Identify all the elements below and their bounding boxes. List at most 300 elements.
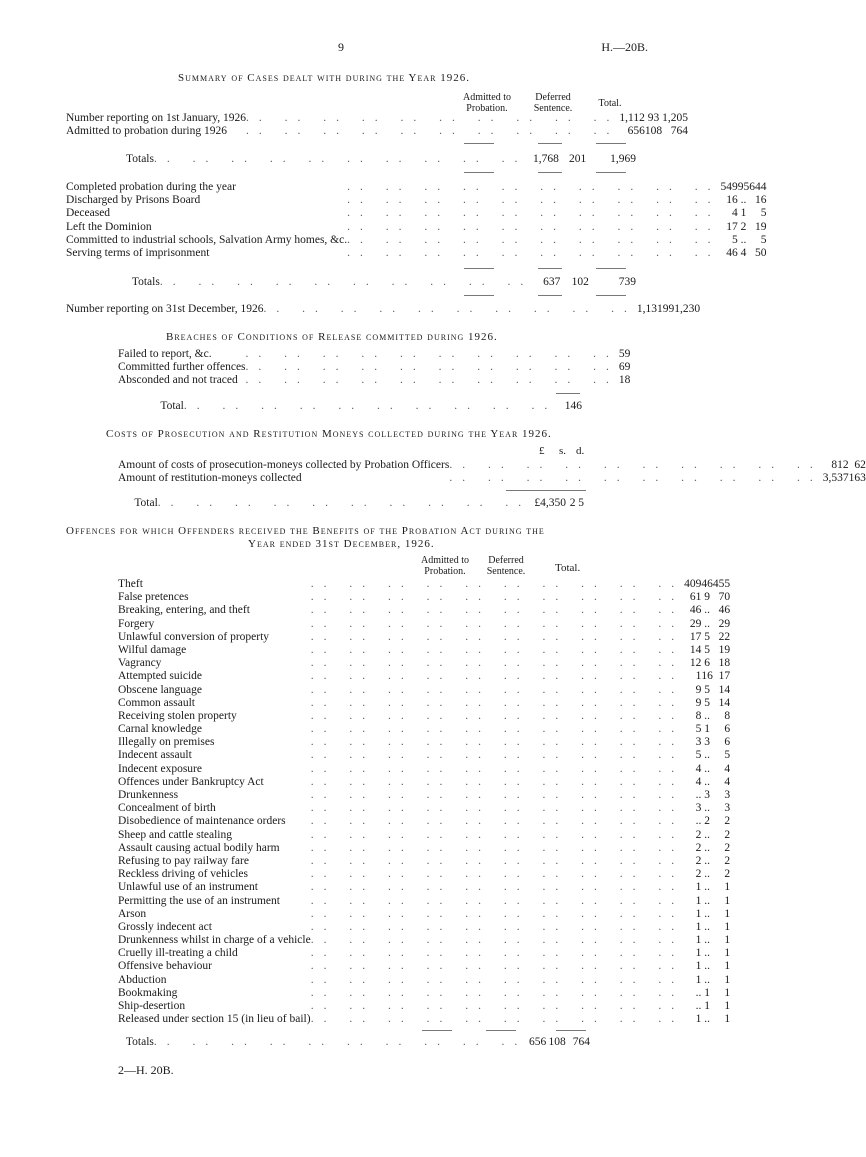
total-value: 19 xyxy=(754,220,767,233)
summary-title: Summary of Cases dealt with during the Year 1926. xyxy=(178,72,471,84)
deferred-value: .. xyxy=(704,854,710,867)
total-value: 14 xyxy=(718,683,731,696)
admitted-value: 1 xyxy=(695,907,702,920)
admitted-value: 4 xyxy=(731,207,738,220)
row-label: Disobedience of maintenance orders xyxy=(118,815,286,828)
total-value: 1 xyxy=(724,881,731,894)
total-value: 1 xyxy=(724,1000,731,1012)
dot-leader: .. .. .. .. .. .. .. .. .. .. xyxy=(310,986,685,999)
admitted-value: 9 xyxy=(695,683,702,696)
dot-leader: .. .. .. .. .. .. .. .. .. .. xyxy=(310,1000,685,1012)
dot-leader: .. .. .. .. .. .. .. .. .. .. xyxy=(310,841,685,854)
total-value: 5 xyxy=(760,233,767,246)
admitted-value: 656 xyxy=(627,125,645,138)
dot-leader: .. .. .. .. .. .. .. .. .. .. xyxy=(310,868,685,881)
admitted-value: 1 xyxy=(695,1013,702,1026)
row-label: Indecent assault xyxy=(118,749,192,762)
breaches-title: Breaches of Conditions of Release committed during 1926. xyxy=(166,331,498,343)
footer-signature: 2—H. 20B. xyxy=(118,1063,174,1077)
total-value: 70 xyxy=(718,591,731,604)
table-row xyxy=(66,247,766,260)
deferred-value: 1 xyxy=(740,207,747,220)
total-value: 1 xyxy=(724,986,731,999)
dot-leader: .. .. .. .. .. .. .. .. .. .. xyxy=(310,630,685,643)
deferred-value: 46 xyxy=(701,578,713,590)
dot-leader: .. .. .. .. .. .. .. .. .. .. xyxy=(310,643,685,656)
offences-totals xyxy=(118,1036,590,1049)
dot-leader: .. .. .. .. .. .. .. .. .. .. xyxy=(183,400,558,412)
deferred-value: 95 xyxy=(737,181,750,193)
summary-totals-a xyxy=(66,153,636,166)
offences-col-admitted: Admitted to Probation. xyxy=(420,555,470,577)
admitted-value: 1 xyxy=(695,881,702,894)
table-row xyxy=(118,1013,730,1026)
total-value: 1 xyxy=(724,934,731,947)
table-row xyxy=(118,829,730,842)
table-row xyxy=(118,459,866,472)
row-label: Assault causing actual bodily harm xyxy=(118,841,280,854)
total-value: 1,205 xyxy=(662,112,688,124)
dot-leader: .. .. .. .. .. .. .. .. .. .. xyxy=(347,233,721,246)
total-value: 19 xyxy=(718,643,731,656)
dot-leader: .. .. .. .. .. .. .. .. .. .. xyxy=(153,153,528,165)
dot-leader: .. .. .. .. .. .. .. .. .. .. xyxy=(310,789,685,801)
admitted-value: 9 xyxy=(695,696,702,709)
deferred-value: .. xyxy=(704,960,710,973)
deferred-value: .. xyxy=(740,194,747,207)
admitted-value: 1 xyxy=(695,947,702,960)
row-label: Discharged by Prisons Board xyxy=(66,194,201,207)
admitted-value: .. xyxy=(695,815,702,828)
row-label: Admitted to probation during 1926 xyxy=(66,125,227,138)
row-label: Drunkenness whilst in charge of a vehicle xyxy=(118,934,311,947)
summary-table-a xyxy=(66,112,688,138)
admitted-value: 8 xyxy=(695,709,702,722)
count-value: 146 xyxy=(564,400,582,412)
table-row xyxy=(118,921,730,934)
offences-table xyxy=(118,578,730,1026)
table-row xyxy=(118,400,582,413)
deferred-value: 6 xyxy=(704,657,710,670)
row-label: Number reporting on 31st December, 1926 xyxy=(66,303,264,315)
row-label: Cruelly ill-treating a child xyxy=(118,947,238,960)
total-value: 16 xyxy=(754,194,767,207)
dot-leader: .. .. .. .. .. .. .. .. .. .. xyxy=(310,683,685,696)
table-row xyxy=(118,657,730,670)
row-label: Vagrancy xyxy=(118,657,162,670)
deferred-value: .. xyxy=(704,868,710,881)
dot-leader: .. .. .. .. .. .. .. .. .. .. xyxy=(310,696,685,709)
admitted-value: 3 xyxy=(695,736,702,749)
table-row xyxy=(118,815,730,828)
dot-leader: .. .. .. .. .. .. .. .. .. .. xyxy=(347,246,721,259)
dot-leader: .. .. .. .. .. .. .. .. .. .. xyxy=(310,762,685,775)
total-value: 5 xyxy=(760,207,767,220)
deferred-value: .. xyxy=(704,973,710,986)
row-label: Carnal knowledge xyxy=(118,723,202,736)
table-row xyxy=(118,736,730,749)
row-label: Illegally on premises xyxy=(118,736,215,749)
dot-leader: .. .. .. .. .. .. .. .. .. .. xyxy=(347,207,721,220)
costs-col-shillings: s. xyxy=(559,445,567,457)
summary-col-total: Total. xyxy=(598,98,622,109)
deferred-value: 3 xyxy=(704,736,710,749)
total-value: 2 xyxy=(724,854,731,867)
row-label: Unlawful conversion of property xyxy=(118,630,270,643)
count-value: 18 xyxy=(618,374,631,387)
pence-value: 5 xyxy=(578,497,584,509)
table-row xyxy=(118,802,730,815)
deferred-value: .. xyxy=(704,709,710,722)
total-value: 1 xyxy=(724,947,731,960)
deferred-value: .. xyxy=(704,894,710,907)
deferred-value: 5 xyxy=(704,696,710,709)
pence-value: 2 xyxy=(860,459,866,471)
deferred-value: 1 xyxy=(704,723,710,736)
table-row xyxy=(66,221,766,234)
deferred-value: 16 xyxy=(701,670,713,683)
count-value: 69 xyxy=(618,361,631,374)
table-row xyxy=(118,776,730,789)
total-value: 739 xyxy=(618,276,636,288)
row-label: Permitting the use of an instrument xyxy=(118,894,280,907)
admitted-value: 4 xyxy=(695,762,702,775)
deferred-value: 108 xyxy=(548,1036,566,1048)
deferred-value: 1 xyxy=(704,986,710,999)
costs-col-pounds: £ xyxy=(539,445,545,457)
admitted-value: 46 xyxy=(726,246,738,259)
table-row xyxy=(118,472,866,485)
pounds-value: £4,350 xyxy=(534,497,567,509)
row-label: Grossly indecent act xyxy=(118,920,212,933)
dot-leader: .. .. .. .. .. .. .. .. .. .. xyxy=(310,709,685,722)
breaches-table xyxy=(118,348,630,388)
row-indent xyxy=(66,276,132,289)
dot-leader: .. .. .. .. .. .. .. .. .. .. xyxy=(310,1013,685,1026)
row-label: Breaking, entering, and theft xyxy=(118,604,250,617)
deferred-value: .. xyxy=(704,841,710,854)
total-value: 17 xyxy=(718,670,731,683)
row-label: Offensive behaviour xyxy=(118,960,212,973)
row-indent xyxy=(118,1036,126,1049)
offences-col-deferred: Deferred Sentence. xyxy=(486,555,526,577)
table-row xyxy=(118,947,730,960)
dot-leader: .. .. .. .. .. .. .. .. .. .. xyxy=(310,894,685,907)
total-value: 1 xyxy=(724,894,731,907)
dot-leader: .. .. .. .. .. .. .. .. .. .. xyxy=(310,775,685,788)
total-value: 3 xyxy=(724,802,731,815)
row-label: Forgery xyxy=(118,617,155,630)
admitted-value: 1 xyxy=(695,894,702,907)
total-value: 4 xyxy=(724,775,731,788)
dot-leader: .. .. .. .. .. .. .. .. .. .. xyxy=(310,736,685,749)
shillings-value: 16 xyxy=(848,472,861,485)
summary-totals-b xyxy=(66,276,636,289)
admitted-value: .. xyxy=(695,789,702,801)
table-row xyxy=(66,207,766,220)
table-row xyxy=(118,723,730,736)
total-value: 1,969 xyxy=(610,153,636,165)
admitted-value: 1 xyxy=(695,973,702,986)
table-row xyxy=(118,749,730,762)
row-label: Total xyxy=(134,497,158,509)
admitted-value: 2 xyxy=(695,854,702,867)
row-indent xyxy=(118,497,134,510)
row-label: Totals xyxy=(126,153,154,165)
admitted-value: 549 xyxy=(720,181,738,193)
summary-table-b xyxy=(66,181,766,260)
dot-leader: .. .. .. .. .. .. .. .. .. .. xyxy=(310,591,685,604)
admitted-value: 1,112 xyxy=(619,112,645,124)
document-reference: H.—20B. xyxy=(601,40,648,54)
dot-leader: .. .. .. .. .. .. .. .. .. .. xyxy=(347,181,721,193)
row-label: Absconded and not traced xyxy=(118,374,238,387)
row-label: Failed to report, &c. xyxy=(118,348,212,360)
row-label: Refusing to pay railway fare xyxy=(118,854,249,867)
table-row xyxy=(118,697,730,710)
dot-leader: .. .. .. .. .. .. .. .. .. .. xyxy=(310,934,685,947)
row-label: Amount of costs of prosecution-moneys collected by Probation Officers xyxy=(118,459,450,471)
table-row xyxy=(118,591,730,604)
total-value: 1 xyxy=(724,960,731,973)
deferred-value: 1 xyxy=(704,1000,710,1012)
dot-leader: .. .. .. .. .. .. .. .. .. .. xyxy=(347,194,721,207)
shillings-value: 2 xyxy=(569,497,576,509)
admitted-value: 1,131 xyxy=(636,303,663,315)
table-row xyxy=(118,1036,590,1049)
row-label: Deceased xyxy=(66,207,111,220)
shillings-value: 6 xyxy=(854,459,861,471)
table-row xyxy=(66,303,700,316)
row-label: Obscene language xyxy=(118,683,202,696)
row-label: Theft xyxy=(118,578,143,590)
table-row xyxy=(118,618,730,631)
total-value: 5 xyxy=(724,749,731,762)
table-row xyxy=(66,194,766,207)
admitted-value: 16 xyxy=(726,194,738,207)
total-value: 22 xyxy=(718,630,731,643)
dot-leader: .. .. .. .. .. .. .. .. .. .. xyxy=(263,303,637,315)
dot-leader: .. .. .. .. .. .. .. .. .. .. xyxy=(310,973,685,986)
row-label: Arson xyxy=(118,907,147,920)
admitted-value: .. xyxy=(695,1000,702,1012)
deferred-value: .. xyxy=(704,1013,710,1026)
row-indent xyxy=(118,400,160,413)
deferred-value: .. xyxy=(704,920,710,933)
deferred-value: 5 xyxy=(704,630,710,643)
table-row xyxy=(118,895,730,908)
deferred-value: .. xyxy=(740,233,747,246)
dot-leader: .. .. .. .. .. .. .. .. .. .. xyxy=(310,815,685,828)
row-label: Attempted suicide xyxy=(118,670,202,683)
deferred-value: 201 xyxy=(569,153,587,165)
total-value: 50 xyxy=(754,246,767,259)
summary-final xyxy=(66,303,700,316)
admitted-value: 1 xyxy=(695,960,702,973)
admitted-value: 1 xyxy=(695,934,702,947)
table-row xyxy=(118,789,730,802)
count-value: 59 xyxy=(618,348,631,360)
total-value: 764 xyxy=(670,125,688,138)
row-label: Total xyxy=(160,400,184,412)
total-value: 764 xyxy=(572,1036,590,1048)
offences-col-total-heading: Total. xyxy=(555,562,581,574)
total-value: 4 xyxy=(724,762,731,775)
deferred-value: 99 xyxy=(662,303,675,315)
total-value: 1 xyxy=(724,1013,731,1026)
row-label: Indecent exposure xyxy=(118,762,202,775)
table-row xyxy=(66,112,688,125)
admitted-value: 3 xyxy=(695,802,702,815)
row-label: Reckless driving of vehicles xyxy=(118,868,248,881)
admitted-value: 5 xyxy=(695,723,702,736)
deferred-value: .. xyxy=(704,617,710,630)
row-label: Totals xyxy=(131,276,160,288)
table-row xyxy=(118,763,730,776)
total-value: 1 xyxy=(724,920,731,933)
table-row xyxy=(118,631,730,644)
offences-title-line2: Year ended 31st December, 1926. xyxy=(248,538,435,550)
admitted-value: 29 xyxy=(689,617,702,630)
deferred-value: 93 xyxy=(647,112,660,124)
row-label: Left the Dominion xyxy=(66,220,152,233)
table-row xyxy=(118,987,730,1000)
table-row xyxy=(118,855,730,868)
dot-leader: .. .. .. .. .. .. .. .. .. .. xyxy=(153,1036,528,1048)
table-row xyxy=(118,974,730,987)
table-row xyxy=(118,497,584,510)
deferred-value: 102 xyxy=(571,276,589,288)
row-label: Committed to industrial schools, Salvation Army homes, &c. xyxy=(66,233,348,246)
deferred-value: 9 xyxy=(704,591,710,604)
deferred-value: .. xyxy=(704,775,710,788)
costs-title: Costs of Prosecution and Restitution Moneys collected during the Year 1926. xyxy=(106,428,552,440)
row-label: Totals xyxy=(125,1036,154,1048)
total-value: 455 xyxy=(712,578,731,590)
deferred-value: 108 xyxy=(644,125,663,138)
dot-leader: .. .. .. .. .. .. .. .. .. .. xyxy=(310,920,685,933)
dot-leader: .. .. .. .. .. .. .. .. .. .. xyxy=(246,125,620,138)
deferred-value: .. xyxy=(704,907,710,920)
deferred-value: .. xyxy=(704,802,710,815)
admitted-value: 2 xyxy=(695,828,702,841)
dot-leader: .. .. .. .. .. .. .. .. .. .. xyxy=(310,578,685,590)
dot-leader: .. .. .. .. .. .. .. .. .. .. xyxy=(310,723,685,736)
dot-leader: .. .. .. .. .. .. .. .. .. .. xyxy=(310,749,685,762)
table-row xyxy=(118,868,730,881)
admitted-value: 17 xyxy=(689,630,702,643)
deferred-value: 5 xyxy=(704,683,710,696)
row-label: Common assault xyxy=(118,696,195,709)
table-row xyxy=(66,234,766,247)
admitted-value: 2 xyxy=(695,868,702,881)
table-row xyxy=(118,934,730,947)
table-row xyxy=(118,644,730,657)
dot-leader: .. .. .. .. .. .. .. .. .. .. xyxy=(245,361,619,374)
deferred-value: .. xyxy=(704,749,710,762)
dot-leader: .. .. .. .. .. .. .. .. .. .. xyxy=(159,276,534,288)
dot-leader: .. .. .. .. .. .. .. .. .. .. xyxy=(310,670,685,683)
dot-leader: .. .. .. .. .. .. .. .. .. .. xyxy=(310,854,685,867)
costs-col-pence: d. xyxy=(576,445,585,457)
pounds-value: 812 xyxy=(831,459,849,471)
dot-leader: .. .. .. .. .. .. .. .. .. .. xyxy=(310,828,685,841)
admitted-value: 1 xyxy=(695,920,702,933)
row-label: Abduction xyxy=(118,973,167,986)
table-row xyxy=(118,374,630,387)
total-value: 1 xyxy=(724,973,731,986)
row-label: Ship-desertion xyxy=(118,1000,186,1012)
admitted-value: 14 xyxy=(689,643,702,656)
row-label: Offences under Bankruptcy Act xyxy=(118,775,264,788)
table-row xyxy=(118,604,730,617)
dot-leader: .. .. .. .. .. .. .. .. .. .. xyxy=(246,112,620,124)
costs-total xyxy=(118,497,584,510)
table-row xyxy=(66,181,766,194)
deferred-value: .. xyxy=(704,762,710,775)
total-value: 1,230 xyxy=(674,303,701,315)
admitted-value: 1 xyxy=(695,670,702,683)
admitted-value: 656 xyxy=(528,1036,547,1048)
dot-leader: .. .. .. .. .. .. .. .. .. .. xyxy=(310,657,685,670)
dot-leader: .. .. .. .. .. .. .. .. .. .. xyxy=(245,374,619,387)
table-row xyxy=(66,153,636,166)
total-value: 2 xyxy=(724,828,731,841)
table-row xyxy=(118,348,630,361)
dot-leader: .. .. .. .. .. .. .. .. .. .. xyxy=(449,459,823,471)
admitted-value: 5 xyxy=(731,233,738,246)
summary-col-deferred: Deferred Sentence. xyxy=(533,92,573,114)
offences-title-line1: Offences for which Offenders received the Benefits of the Probation Act during the xyxy=(66,525,545,537)
admitted-value: 17 xyxy=(726,220,738,233)
dot-leader: .. .. .. .. .. .. .. .. .. .. xyxy=(310,617,685,630)
total-value: 1 xyxy=(724,907,731,920)
costs-table xyxy=(118,459,866,485)
admitted-value: 4 xyxy=(695,775,702,788)
admitted-value: 61 xyxy=(689,591,702,604)
dot-leader: .. .. .. .. .. .. .. .. .. .. xyxy=(310,881,685,894)
admitted-value: 2 xyxy=(695,841,702,854)
breaches-total xyxy=(118,400,582,413)
deferred-value: 3 xyxy=(704,789,710,801)
admitted-value: .. xyxy=(695,986,702,999)
row-label: Sheep and cattle stealing xyxy=(118,828,233,841)
total-value: 644 xyxy=(749,181,767,193)
row-label: Bookmaking xyxy=(118,986,178,999)
page-number: 9 xyxy=(338,40,344,54)
deferred-value: 2 xyxy=(704,815,710,828)
row-label: Released under section 15 (in lieu of bail) xyxy=(118,1013,311,1026)
total-value: 6 xyxy=(724,723,731,736)
dot-leader: .. .. .. .. .. .. .. .. .. .. xyxy=(310,907,685,920)
dot-leader: .. .. .. .. .. .. .. .. .. .. xyxy=(310,960,685,973)
admitted-value: 12 xyxy=(689,657,702,670)
deferred-value: 5 xyxy=(704,643,710,656)
deferred-value: .. xyxy=(704,828,710,841)
deferred-value: .. xyxy=(704,604,710,617)
row-label: Number reporting on 1st January, 1926 xyxy=(66,112,247,124)
total-value: 29 xyxy=(718,617,731,630)
table-row xyxy=(66,276,636,289)
total-value: 6 xyxy=(724,736,731,749)
table-row xyxy=(118,908,730,921)
row-label: Amount of restitution-moneys collected xyxy=(118,472,302,485)
admitted-value: 46 xyxy=(689,604,702,617)
admitted-value: 5 xyxy=(695,749,702,762)
row-label: Concealment of birth xyxy=(118,802,216,815)
deferred-value: .. xyxy=(704,881,710,894)
dot-leader: .. .. .. .. .. .. .. .. .. .. xyxy=(310,802,685,815)
